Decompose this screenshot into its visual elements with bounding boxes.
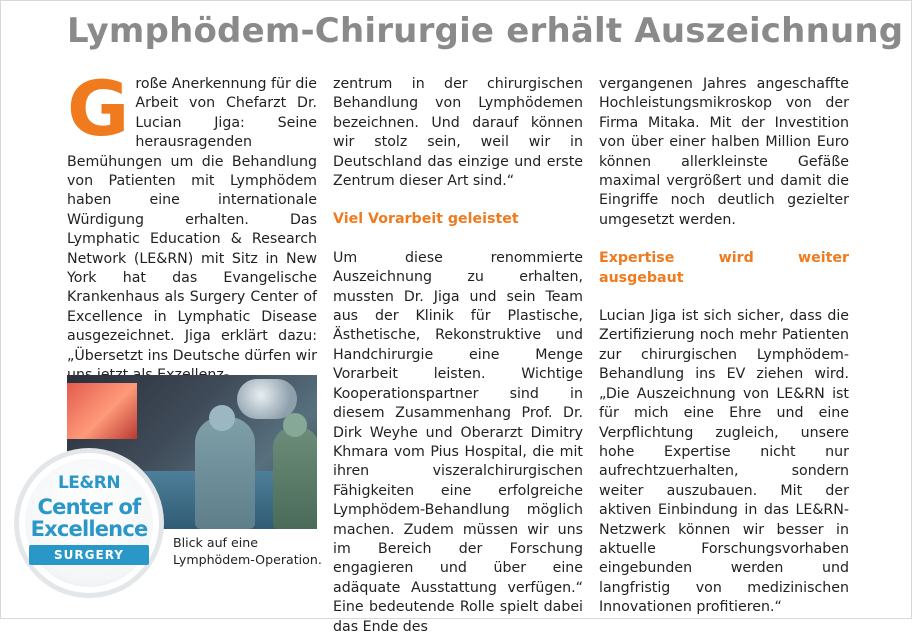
badge-line-1: LE&RN	[57, 473, 121, 493]
article-title: Lymphödem-Chirurgie erhält Auszeichnung	[67, 11, 904, 51]
intro-paragraph	[67, 64, 317, 386]
col3-paragraph-2: Lucian Jiga ist sich sicher, dass die Zertifizierung noch mehr Patienten zur chirurgischen Lymphödem-Behandlung ins EV ziehen wird. „Die Auszeichnung von LE&RN ist für mich eine Ehre und eine Verpflichtung zugleich, unsere hohe Expertise nicht nur aufrechtzuerhalten, sondern weiter auszubauen. Mit der aktiven Einbindung in das LE&RN-Netzwerk können wir besser in aktuelle Forschungsvorhaben eingebunden werden und langfristig von medizinischen Innovationen profitieren.“	[599, 308, 849, 616]
badge-line-3: Excellence	[30, 517, 148, 541]
surgeon-2-head-shape	[283, 413, 307, 437]
badge-line-2: Center of	[37, 495, 141, 519]
badge-ribbon: SURGERY	[29, 545, 149, 565]
col3-paragraph-1: vergangenen Jahres angeschaffte Hochleistungsmikroskop von der Firma Mitaka. Mit der Investition von über einer halben Million Euro können allerkleinste Gefäße maximal vergrößert und damit die Eingriffe noch deutlich gezielter umgesetzt werden.	[599, 76, 849, 228]
col2-paragraph-2: Um diese renommierte Auszeichnung zu erhalten, mussten Dr. Jiga und sein Team aus der Klinik für Plastische, Ästhetische, Rekonstruktive und Handchirurgie eine Menge Vorarbeit leisten. Wichtige Kooperationspartner sind in diesem Zusammenhang Prof. Dr. Dirk Weyhe und Oberarzt Dimitry Khmara vom Pius Hospital, die mit ihren viszeralchirurgischen Fähigkeiten eine erfolgreiche Lymphödem-Behandlung möglich machen. Zudem müssen wir uns im Bereich der Forschung engagieren und über eine adäquate Ausstattung verfügen.“ Eine bedeutende Rolle spielt dabei das Ende des	[333, 249, 583, 635]
col2-paragraph-1: zentrum in der chirurgischen Behandlung von Lymphödemen bezeichnen. Und darauf können wir stolz sein, weil wir in Deutschland das einzige und erste Zentrum dieser Art sind.“	[333, 76, 583, 190]
monitor-shape	[67, 383, 137, 439]
surgical-lamp-shape	[237, 379, 297, 419]
column-1	[67, 64, 317, 386]
surgeon-1-head-shape	[209, 405, 235, 431]
lern-center-of-excellence-badge	[19, 453, 159, 593]
drop-cap: G	[67, 64, 130, 153]
surgeon-2-shape	[273, 427, 317, 529]
col1-text: roße Anerkennung für die Arbeit von Chefarzt Dr. Lucian Jiga: Seine herausragenden Bemühungen um die Behandlung von Patienten mit Lymphödem haben eine internationale Würdigung erhalten. Das Lymphatic Education & Research Network (LE&RN) mit Sitz in New York hat das Evangelische Krankenhaus als Surgery Center of Excellence in Lymphatic Disease ausgezeichnet. Jiga erklärt dazu: „Übersetzt ins Deutsche dürfen wir	[67, 76, 317, 364]
subheading-1: Viel Vorarbeit geleistet	[333, 211, 519, 228]
subheading-2: Expertise wird weiter ausgebaut	[599, 250, 849, 286]
column-2	[333, 75, 583, 637]
column-3	[599, 75, 849, 618]
photo-caption: Blick auf eine Lymphödem-Operation.	[173, 535, 322, 567]
surgeon-1-shape	[195, 417, 255, 529]
